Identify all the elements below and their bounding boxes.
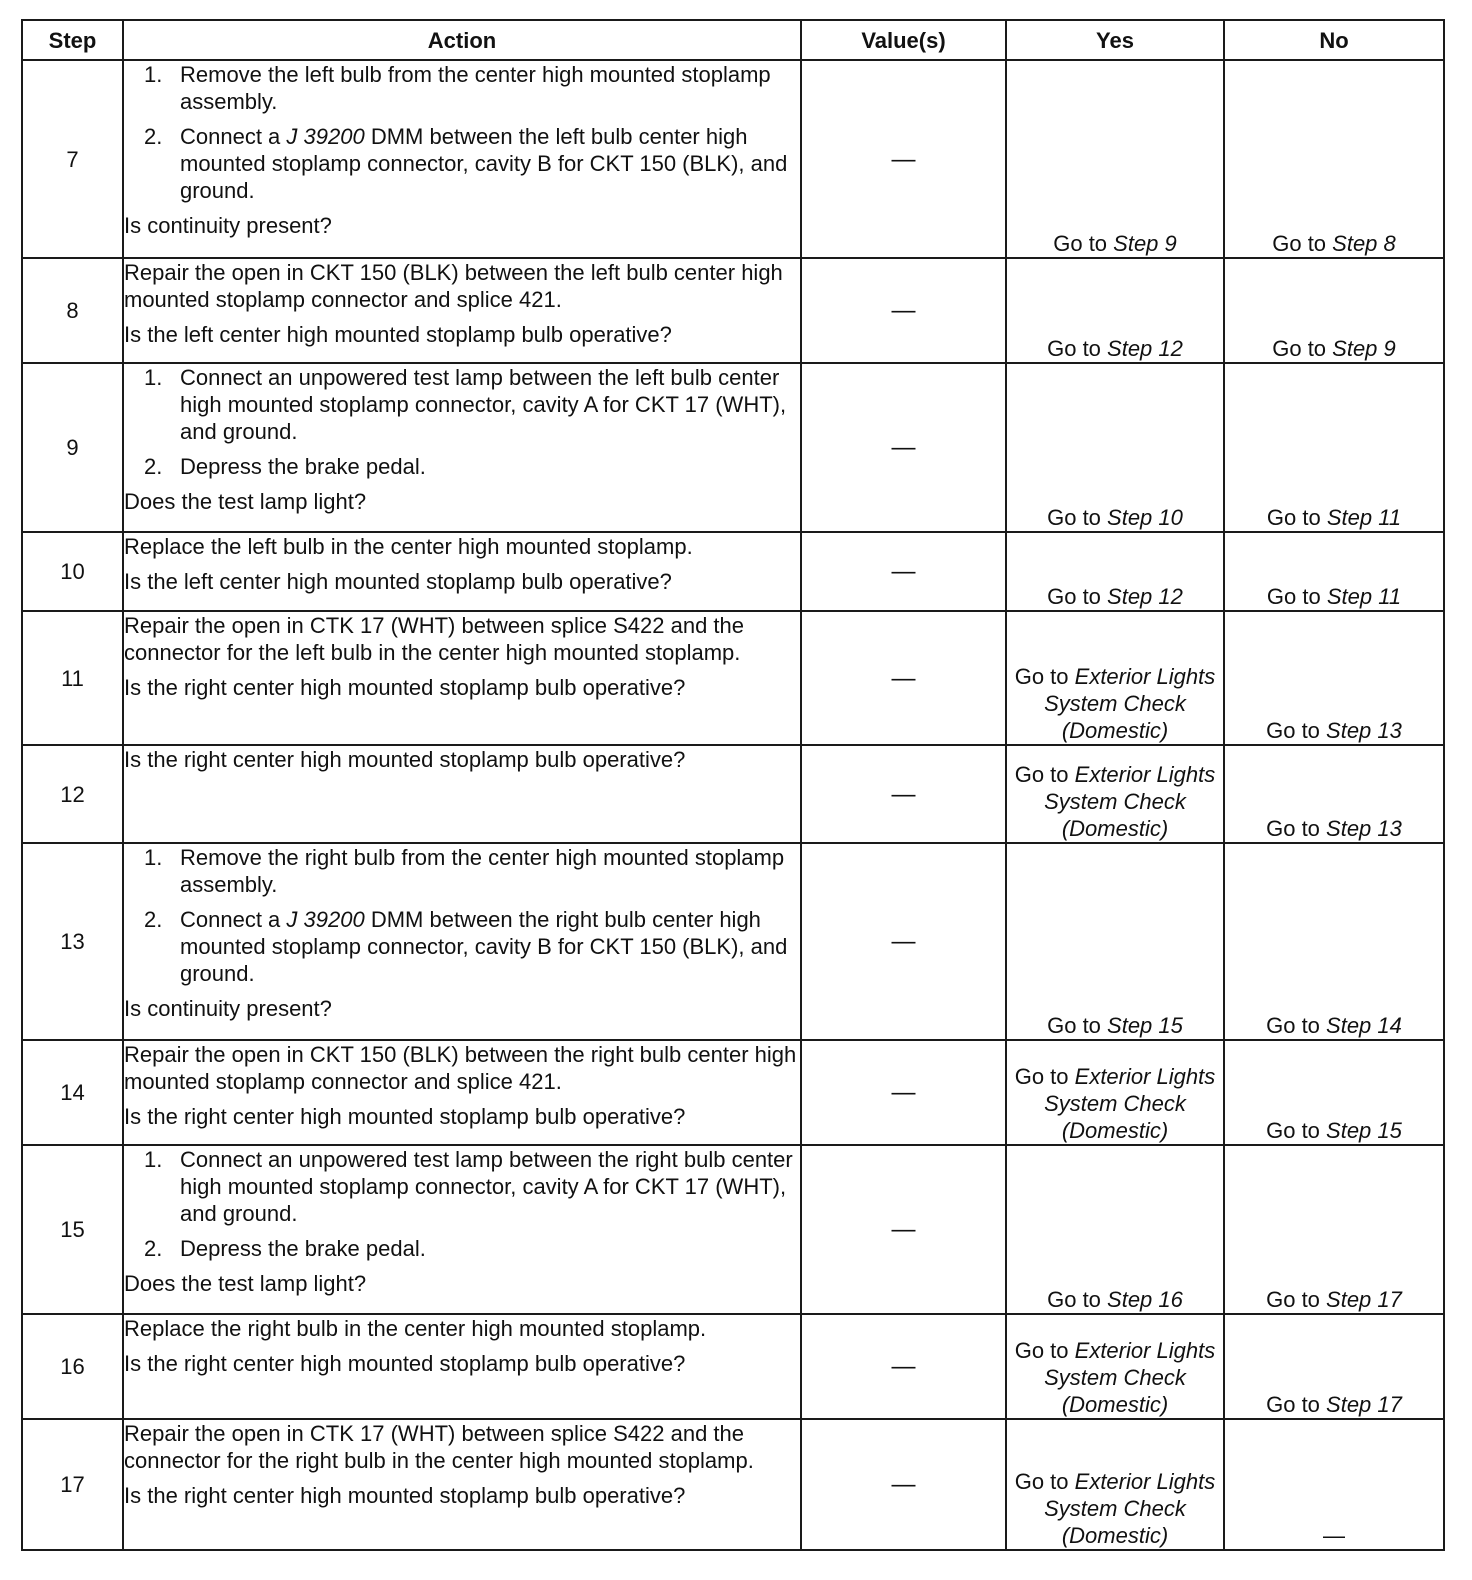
action-cell	[123, 611, 801, 745]
table-row	[22, 1419, 1444, 1550]
value-cell: —	[801, 1040, 1006, 1145]
instruction-number: 2.	[144, 454, 163, 479]
instruction-item	[124, 1146, 800, 1227]
action-cell	[123, 532, 801, 611]
action-cell	[123, 1314, 801, 1419]
tool-name: J 39200	[286, 124, 365, 149]
instruction-number: 2.	[144, 1236, 163, 1261]
goto-prefix: Go to	[1014, 1338, 1075, 1363]
yes-goto-link[interactable]	[1047, 505, 1183, 530]
no-goto-link[interactable]	[1266, 1287, 1402, 1312]
value-cell: —	[801, 1314, 1006, 1419]
action-cell	[123, 1419, 801, 1550]
goto-reference: Step 12	[1107, 584, 1183, 609]
step-column-header: Step	[22, 20, 123, 60]
goto-reference: Step 9	[1332, 336, 1396, 361]
diagnostic-table	[21, 19, 1445, 1551]
goto-reference: Step 15	[1326, 1118, 1402, 1143]
instruction-item	[124, 1235, 800, 1262]
goto-prefix: Go to	[1272, 336, 1333, 361]
step-number: 11	[22, 611, 123, 745]
goto-prefix: Go to	[1266, 584, 1327, 609]
action-question: Does the test lamp light?	[124, 1271, 367, 1296]
value-cell: —	[801, 60, 1006, 258]
step-number: 12	[22, 745, 123, 843]
action-paragraph: Repair the open in CKT 150 (BLK) between the left bulb center high mounted stoplamp connector and splice 421.	[124, 260, 783, 312]
action-paragraph: Repair the open in CTK 17 (WHT) between splice S422 and the connector for the left bulb in the center high mounted stoplamp.	[124, 613, 744, 665]
yes-goto-link[interactable]	[1015, 664, 1216, 743]
goto-reference: Exterior Lights System Check (Domestic)	[1044, 1338, 1216, 1417]
yes-goto-link[interactable]	[1015, 1338, 1216, 1417]
action-question: Is the left center high mounted stoplamp bulb operative?	[124, 569, 672, 594]
instruction-number: 1.	[144, 845, 163, 870]
yes-goto-link[interactable]	[1015, 1064, 1216, 1143]
goto-prefix: Go to	[1266, 816, 1327, 841]
instruction-text: Connect an unpowered test lamp between the left bulb center high mounted stoplamp connector, cavity A for CKT 17 (WHT), and ground.	[180, 365, 787, 444]
goto-prefix: Go to	[1047, 1013, 1108, 1038]
action-cell	[123, 60, 801, 258]
goto-prefix: Go to	[1047, 584, 1108, 609]
step-number: 16	[22, 1314, 123, 1419]
yes-goto-link[interactable]	[1047, 584, 1183, 609]
step-number: 7	[22, 60, 123, 258]
no-cell	[1224, 1040, 1444, 1145]
goto-reference: Step 13	[1326, 816, 1402, 841]
no-cell	[1224, 1145, 1444, 1314]
step-number: 15	[22, 1145, 123, 1314]
no-cell	[1224, 843, 1444, 1040]
no-column-header: No	[1224, 20, 1444, 60]
goto-reference: Step 15	[1107, 1013, 1183, 1038]
no-goto-link[interactable]	[1272, 336, 1396, 361]
table-row	[22, 611, 1444, 745]
action-cell	[123, 258, 801, 363]
yes-cell	[1006, 843, 1224, 1040]
goto-reference: Step 11	[1326, 584, 1402, 609]
header-row	[22, 20, 1444, 60]
value-cell: —	[801, 363, 1006, 532]
yes-cell	[1006, 60, 1224, 258]
instruction-text: Remove the left bulb from the center high mounted stoplamp assembly.	[180, 62, 771, 114]
action-cell	[123, 1145, 801, 1314]
action-paragraph: Replace the right bulb in the center high mounted stoplamp.	[124, 1316, 707, 1341]
no-goto-link[interactable]	[1267, 505, 1401, 530]
goto-reference: Step 17	[1326, 1392, 1402, 1417]
yes-goto-link[interactable]	[1047, 1287, 1183, 1312]
table-row	[22, 258, 1444, 363]
table-row	[22, 1040, 1444, 1145]
instruction-number: 1.	[144, 1147, 163, 1172]
goto-reference: Step 14	[1326, 1013, 1402, 1038]
goto-reference: Step 11	[1326, 505, 1402, 530]
value-cell: —	[801, 1419, 1006, 1550]
no-goto-link[interactable]	[1266, 1013, 1402, 1038]
table-body	[22, 60, 1444, 1550]
goto-prefix: Go to	[1266, 1392, 1327, 1417]
goto-prefix: Go to	[1266, 505, 1327, 530]
table-row	[22, 532, 1444, 611]
no-cell	[1224, 60, 1444, 258]
action-cell	[123, 363, 801, 532]
action-question: Does the test lamp light?	[124, 489, 367, 514]
yes-goto-link[interactable]	[1047, 1013, 1183, 1038]
no-goto-link[interactable]	[1266, 718, 1402, 743]
value-cell: —	[801, 1145, 1006, 1314]
goto-prefix: Go to	[1047, 336, 1108, 361]
yes-cell	[1006, 532, 1224, 611]
no-cell	[1224, 363, 1444, 532]
goto-reference: Step 9	[1113, 231, 1177, 256]
yes-goto-link[interactable]	[1015, 762, 1216, 841]
instruction-item	[124, 453, 800, 480]
action-paragraph: Repair the open in CTK 17 (WHT) between splice S422 and the connector for the right bulb in the center high mounted stoplamp.	[124, 1421, 754, 1473]
yes-cell	[1006, 1314, 1224, 1419]
yes-cell	[1006, 745, 1224, 843]
instruction-item	[124, 906, 800, 987]
goto-reference: Step 12	[1107, 336, 1183, 361]
instruction-text-post: DMM between the right bulb center high mounted stoplamp connector, cavity B for CKT 150 (BLK), and ground.	[180, 907, 788, 986]
yes-goto-link[interactable]	[1053, 231, 1177, 256]
action-cell	[123, 843, 801, 1040]
step-number: 17	[22, 1419, 123, 1550]
instruction-item	[124, 123, 800, 204]
yes-cell	[1006, 1040, 1224, 1145]
yes-cell	[1006, 258, 1224, 363]
value-cell: —	[801, 843, 1006, 1040]
action-question: Is the right center high mounted stoplamp bulb operative?	[124, 1104, 686, 1129]
instruction-number: 2.	[144, 124, 163, 149]
instruction-number: 1.	[144, 62, 163, 87]
goto-prefix: Go to	[1014, 1064, 1075, 1089]
goto-reference: Exterior Lights System Check (Domestic)	[1044, 1064, 1216, 1143]
instruction-text: Remove the right bulb from the center high mounted stoplamp assembly.	[180, 845, 785, 897]
instruction-text-pre: Connect a	[180, 907, 287, 932]
no-outcome-text: —	[1323, 1523, 1345, 1548]
values-column-header: Value(s)	[801, 20, 1006, 60]
action-column-header: Action	[123, 20, 801, 60]
no-cell	[1224, 1314, 1444, 1419]
goto-prefix: Go to	[1266, 1118, 1327, 1143]
goto-reference: Step 8	[1332, 231, 1396, 256]
no-cell	[1224, 1419, 1444, 1550]
step-number: 14	[22, 1040, 123, 1145]
goto-prefix: Go to	[1047, 505, 1108, 530]
table-row	[22, 1145, 1444, 1314]
goto-reference: Exterior Lights System Check (Domestic)	[1044, 762, 1216, 841]
value-cell: —	[801, 258, 1006, 363]
no-cell	[1224, 258, 1444, 363]
value-cell: —	[801, 532, 1006, 611]
yes-cell	[1006, 363, 1224, 532]
table-row	[22, 843, 1444, 1040]
instruction-item	[124, 364, 800, 445]
no-cell	[1224, 532, 1444, 611]
goto-prefix: Go to	[1014, 762, 1075, 787]
instruction-text: Connect an unpowered test lamp between the right bulb center high mounted stoplamp connector, cavity A for CKT 17 (WHT), and ground.	[180, 1147, 793, 1226]
yes-column-header: Yes	[1006, 20, 1224, 60]
no-goto-link[interactable]	[1266, 816, 1402, 841]
step-number: 13	[22, 843, 123, 1040]
no-goto-link[interactable]	[1266, 1118, 1402, 1143]
instruction-number: 2.	[144, 907, 163, 932]
action-paragraph: Repair the open in CKT 150 (BLK) between the right bulb center high mounted stoplamp connector and splice 421.	[124, 1042, 797, 1094]
goto-prefix: Go to	[1272, 231, 1333, 256]
instruction-item	[124, 844, 800, 898]
instruction-item	[124, 61, 800, 115]
value-cell: —	[801, 745, 1006, 843]
tool-name: J 39200	[286, 907, 365, 932]
goto-reference: Step 10	[1107, 505, 1183, 530]
no-goto-link[interactable]	[1272, 231, 1396, 256]
goto-prefix: Go to	[1047, 1287, 1108, 1312]
no-cell	[1224, 745, 1444, 843]
no-cell	[1224, 611, 1444, 745]
table-row	[22, 60, 1444, 258]
value-cell: —	[801, 611, 1006, 745]
table-row	[22, 1314, 1444, 1419]
action-cell	[123, 1040, 801, 1145]
yes-goto-link[interactable]	[1015, 1469, 1216, 1548]
action-paragraph: Replace the left bulb in the center high mounted stoplamp.	[124, 534, 693, 559]
goto-reference: Step 17	[1326, 1287, 1402, 1312]
no-goto-link[interactable]	[1267, 584, 1401, 609]
goto-prefix: Go to	[1266, 1013, 1327, 1038]
step-number: 10	[22, 532, 123, 611]
action-question: Is the right center high mounted stoplamp bulb operative?	[124, 747, 686, 772]
action-question: Is the right center high mounted stoplamp bulb operative?	[124, 675, 686, 700]
step-number: 8	[22, 258, 123, 363]
instruction-text: Depress the brake pedal.	[180, 1236, 426, 1261]
goto-prefix: Go to	[1014, 1469, 1075, 1494]
yes-cell	[1006, 611, 1224, 745]
table-row	[22, 745, 1444, 843]
action-question: Is the right center high mounted stoplamp bulb operative?	[124, 1351, 686, 1376]
instruction-text-pre: Connect a	[180, 124, 287, 149]
no-goto-link[interactable]	[1266, 1392, 1402, 1417]
yes-goto-link[interactable]	[1047, 336, 1183, 361]
action-cell	[123, 745, 801, 843]
action-question: Is continuity present?	[124, 996, 332, 1021]
goto-prefix: Go to	[1014, 664, 1075, 689]
diagnostic-table-container	[21, 19, 1443, 1551]
action-question: Is continuity present?	[124, 213, 332, 238]
goto-reference: Step 13	[1326, 718, 1402, 743]
instruction-text: Depress the brake pedal.	[180, 454, 426, 479]
yes-cell	[1006, 1419, 1224, 1550]
goto-prefix: Go to	[1266, 1287, 1327, 1312]
instruction-text-post: DMM between the left bulb center high mounted stoplamp connector, cavity B for CKT 150 (BLK), and ground.	[180, 124, 788, 203]
goto-reference: Exterior Lights System Check (Domestic)	[1044, 1469, 1216, 1548]
step-number: 9	[22, 363, 123, 532]
yes-cell	[1006, 1145, 1224, 1314]
goto-prefix: Go to	[1266, 718, 1327, 743]
goto-prefix: Go to	[1053, 231, 1114, 256]
goto-reference: Exterior Lights System Check (Domestic)	[1044, 664, 1216, 743]
instruction-number: 1.	[144, 365, 163, 390]
goto-reference: Step 16	[1107, 1287, 1183, 1312]
action-question: Is the right center high mounted stoplamp bulb operative?	[124, 1483, 686, 1508]
table-row	[22, 363, 1444, 532]
action-question: Is the left center high mounted stoplamp bulb operative?	[124, 322, 672, 347]
